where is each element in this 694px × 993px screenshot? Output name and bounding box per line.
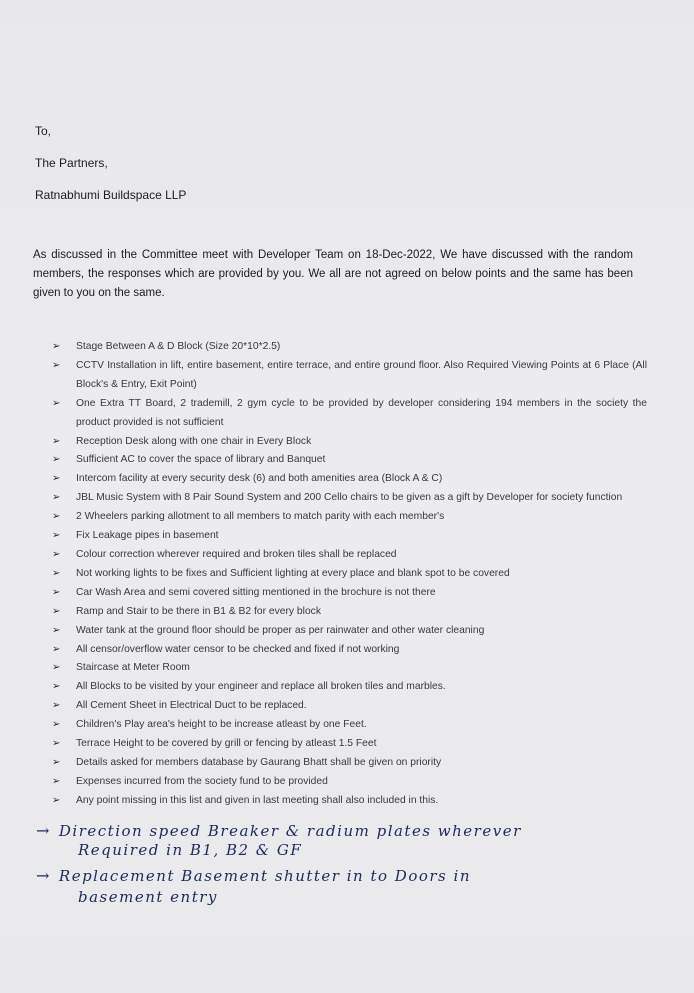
- list-item-text: Not working lights to be fixes and Sufficient lighting at every place and blank spot to be covered: [76, 567, 510, 579]
- list-item-text: Terrace Height to be covered by grill or fencing by atleast 1.5 Feet: [76, 738, 377, 750]
- list-item-text: All Blocks to be visited by your engineer and replace all broken tiles and marbles.: [76, 681, 446, 693]
- list-item: [52, 470, 647, 489]
- list-item-text: Reception Desk along with one chair in Every Block: [76, 435, 312, 447]
- handwritten-note-2-line-1: Replacement Basement shutter in to Doors in: [58, 867, 471, 885]
- intro-paragraph: As discussed in the Committee meet with Developer Team on 18-Dec-2022, We have discussed with the random members, the responses which are provided by you. We all are not agreed on below points and the same has been given to you on the same.: [33, 249, 633, 299]
- bullet-arrow-icon: ➢: [52, 700, 61, 712]
- list-item-text: Details asked for members database by Gaurang Bhatt shall be given on priority: [76, 756, 442, 768]
- handwritten-note-1-line-1: Direction speed Breaker & radium plates wherever: [58, 822, 522, 840]
- list-item: [52, 716, 647, 735]
- bullet-arrow-icon: ➢: [52, 662, 61, 674]
- list-item: [52, 546, 647, 565]
- list-item: [52, 527, 647, 546]
- bullet-arrow-icon: ➢: [52, 738, 61, 750]
- bullet-arrow-icon: ➢: [52, 794, 61, 806]
- list-item: [52, 584, 647, 603]
- list-item-text: Stage Between A & D Block (Size 20*10*2.5): [76, 341, 281, 352]
- handwritten-note-2-line-2: basement entry: [78, 888, 218, 906]
- handwritten-note-1-line-2: Required in B1, B2 & GF: [78, 841, 303, 859]
- list-item: [52, 489, 647, 508]
- list-item: [52, 754, 647, 773]
- list-item: [52, 357, 647, 395]
- list-item: [52, 433, 647, 452]
- bullet-arrow-icon: ➢: [52, 548, 61, 560]
- bullet-arrow-icon: ➢: [52, 435, 61, 447]
- company-name: Ratnabhumi Buildspace LLP: [35, 188, 187, 202]
- list-item: [52, 338, 647, 357]
- list-item: [52, 565, 647, 584]
- bullet-arrow-icon: ➢: [52, 359, 61, 371]
- list-item: [52, 697, 647, 716]
- list-item-text: 2 Wheelers parking allotment to all members to match parity with each member's: [76, 511, 445, 523]
- list-item: [52, 641, 647, 660]
- recipient-line: The Partners,: [35, 156, 108, 170]
- bullet-arrow-icon: ➢: [52, 681, 61, 693]
- list-item: [52, 622, 647, 641]
- list-item: [52, 735, 647, 754]
- bullet-arrow-icon: ➢: [52, 719, 61, 731]
- list-item: [52, 659, 647, 678]
- list-item: [52, 773, 647, 792]
- list-item-text: Ramp and Stair to be there in B1 & B2 for every block: [76, 605, 321, 617]
- list-item: [52, 451, 647, 470]
- points-list: [52, 338, 647, 811]
- list-item-text: All censor/overflow water censor to be checked and fixed if not working: [76, 643, 400, 655]
- list-item-text: Sufficient AC to cover the space of library and Banquet: [76, 454, 326, 466]
- bullet-arrow-icon: ➢: [52, 567, 61, 579]
- bullet-arrow-icon: ➢: [52, 756, 61, 768]
- bullet-arrow-icon: ➢: [52, 643, 61, 655]
- list-item-text: CCTV Installation in lift, entire basement, entire terrace, and entire ground floor. Also Required Viewing Points at 6 Place (All Block's & Entry, Exit Point): [76, 359, 647, 390]
- list-item: [52, 792, 647, 811]
- bullet-arrow-icon: ➢: [52, 775, 61, 787]
- handwritten-note-2: [36, 866, 471, 885]
- list-item-text: Water tank at the ground floor should be proper as per rainwater and other water cleaning: [76, 624, 485, 636]
- list-item-text: Colour correction wherever required and broken tiles shall be replaced: [76, 548, 397, 560]
- list-item: [52, 508, 647, 527]
- list-item: [52, 395, 647, 433]
- bullet-arrow-icon: ➢: [52, 341, 61, 352]
- list-item-text: Staircase at Meter Room: [76, 662, 190, 674]
- bullet-arrow-icon: ➢: [52, 605, 61, 617]
- arrow-icon: →: [36, 821, 51, 840]
- bullet-arrow-icon: ➢: [52, 624, 61, 636]
- bullet-arrow-icon: ➢: [52, 397, 61, 409]
- bullet-arrow-icon: ➢: [52, 586, 61, 598]
- arrow-icon: →: [36, 866, 51, 885]
- list-item-text: JBL Music System with 8 Pair Sound System and 200 Cello chairs to be given as a gift by Developer for society function: [76, 492, 623, 504]
- handwritten-note-1: [36, 821, 522, 840]
- list-item-text: Expenses incurred from the society fund to be provided: [76, 775, 328, 787]
- list-item-text: Children's Play area's height to be increase atleast by one Feet.: [76, 719, 367, 731]
- bullet-arrow-icon: ➢: [52, 511, 61, 523]
- bullet-arrow-icon: ➢: [52, 454, 61, 466]
- list-item: [52, 678, 647, 697]
- list-item-text: Any point missing in this list and given in last meeting shall also included in this.: [76, 794, 439, 806]
- salutation-to: To,: [35, 124, 52, 138]
- list-item-text: Intercom facility at every security desk (6) and both amenities area (Block A & C): [76, 473, 443, 485]
- list-item: [52, 603, 647, 622]
- bullet-arrow-icon: ➢: [52, 492, 61, 504]
- list-item-text: Car Wash Area and semi covered sitting mentioned in the brochure is not there: [76, 586, 436, 598]
- bullet-arrow-icon: ➢: [52, 473, 61, 485]
- list-item-text: Fix Leakage pipes in basement: [76, 530, 219, 542]
- list-item-text: One Extra TT Board, 2 trademill, 2 gym cycle to be provided by developer considering 194 members in the society the product provided is not sufficient: [76, 397, 647, 428]
- bullet-arrow-icon: ➢: [52, 530, 61, 542]
- list-item-text: All Cement Sheet in Electrical Duct to be replaced.: [76, 700, 307, 712]
